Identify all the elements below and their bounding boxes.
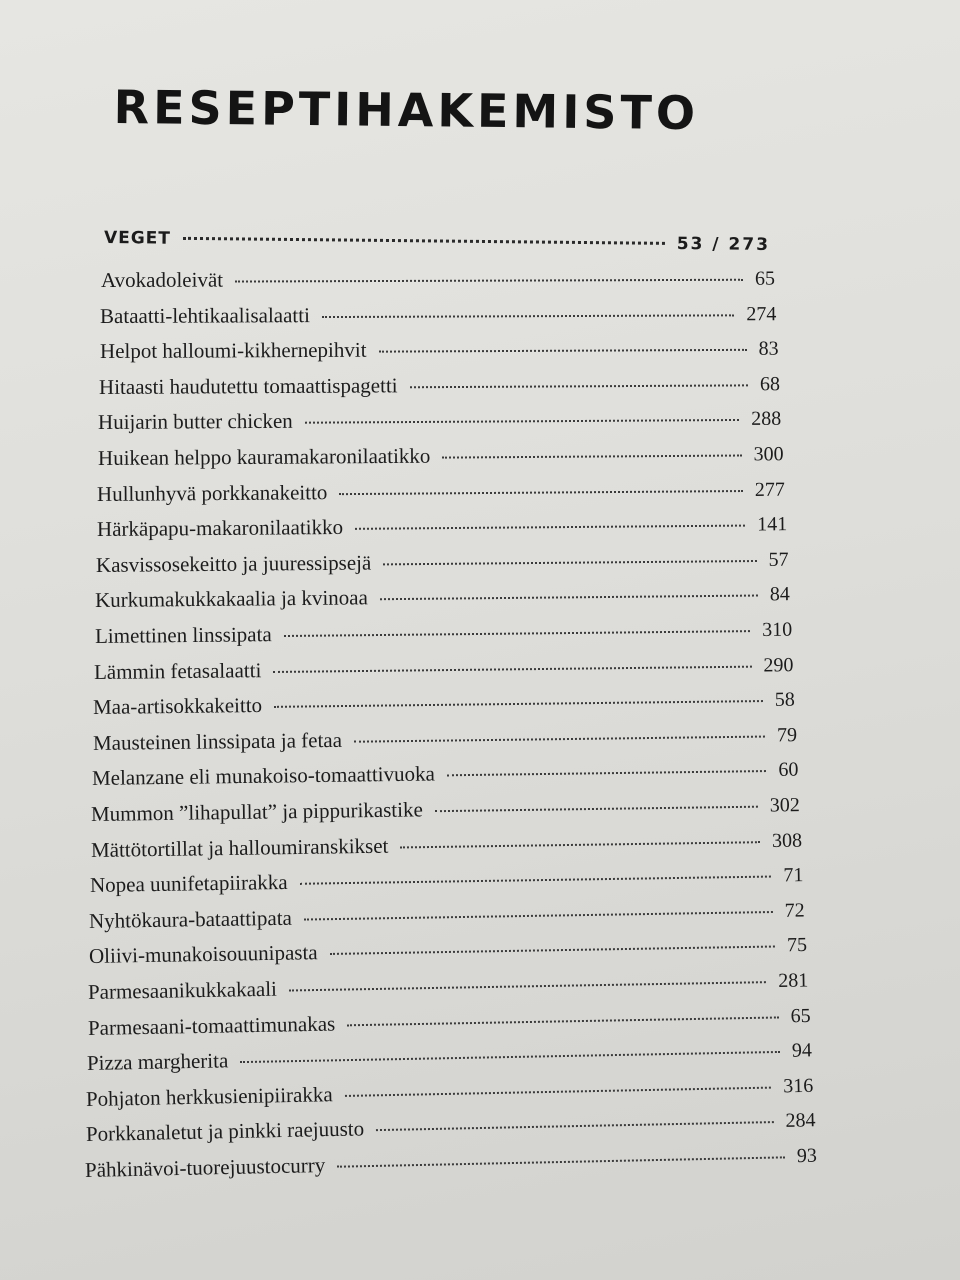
dot-leader (378, 349, 746, 353)
recipe-name: Mausteinen linssipata ja fetaa (92, 727, 342, 755)
page-number: 65 (754, 267, 776, 290)
recipe-name: Lämmin fetasalaatti (93, 657, 262, 684)
dot-leader (442, 455, 741, 459)
index-entry (95, 582, 790, 614)
recipe-name: Kurkumakukkakaalia ja kvinoaa (95, 585, 369, 613)
dot-leader (274, 700, 763, 708)
page-number: 281 (778, 969, 809, 992)
recipe-name: Pähkinävoi-tuorejuustocurry (84, 1152, 326, 1182)
page-number: 94 (791, 1039, 813, 1062)
dot-leader (347, 1016, 778, 1026)
dot-leader (410, 384, 748, 388)
dot-leader (380, 595, 758, 601)
page-number: 141 (756, 513, 787, 536)
recipe-name: Melanzane eli munakoiso-tomaattivuoka (91, 761, 436, 791)
index-entry (100, 336, 779, 364)
index-entry (101, 266, 775, 293)
index-entry (99, 371, 780, 400)
dot-leader (354, 735, 765, 742)
recipe-name: Parmesaanikukkakaali (87, 976, 278, 1004)
recipe-name: Härkäpapu-makaronilaatikko (96, 515, 343, 542)
page-number: 308 (771, 829, 802, 852)
dot-leader (355, 525, 745, 530)
dot-leader (300, 876, 772, 885)
dot-leader (240, 1051, 780, 1063)
page-number: 57 (768, 548, 789, 571)
index-entry (94, 652, 794, 685)
recipe-name: Hitaasti haudutettu tomaattispagetti (99, 373, 398, 399)
recipe-name: Mättötortillat ja halloumiranskikset (90, 833, 389, 862)
page-number: 75 (786, 934, 807, 957)
recipe-name: Nyhtökaura-bataattipata (89, 905, 293, 933)
page-number: 288 (751, 408, 782, 431)
index-entry (88, 967, 809, 1005)
dot-leader (322, 314, 734, 318)
index-entry (85, 1108, 815, 1148)
page-title: RESEPTIHAKEMISTO (113, 80, 700, 141)
section-pages: 53 / 273 (676, 233, 771, 255)
dot-leader (329, 946, 774, 955)
dot-leader (340, 490, 744, 495)
index-entry (85, 1143, 817, 1183)
index-entry (100, 301, 776, 329)
recipe-name: Nopea uunifetapiirakka (89, 870, 288, 898)
page-number: 83 (758, 337, 779, 360)
page-number: 68 (759, 372, 781, 396)
page-number: 284 (784, 1109, 816, 1133)
index-entry (97, 476, 785, 506)
dot-leader (435, 806, 758, 813)
index-entry (87, 1002, 810, 1040)
dot-leader (304, 911, 773, 921)
recipe-name: Oliivi-munakoisouunipasta (88, 940, 318, 969)
index-entry (93, 722, 797, 756)
page-number: 274 (746, 302, 777, 325)
page-number: 290 (763, 653, 794, 677)
recipe-name: Avokadoleivät (100, 267, 224, 292)
dot-leader (345, 1086, 772, 1096)
section-heading (104, 228, 770, 255)
recipe-name: Porkkanaletut ja pinkki raejuusto (85, 1116, 365, 1147)
index-entry (98, 406, 781, 435)
index-entry (91, 827, 802, 862)
index-entry (86, 1073, 814, 1112)
index-entry (96, 511, 786, 542)
index-entry (92, 757, 799, 791)
page-number: 60 (778, 759, 799, 782)
recipe-name: Mummon ”lihapullat” ja pippurikastike (91, 797, 424, 826)
dot-leader (383, 560, 756, 565)
index-entry (91, 792, 800, 827)
recipe-name: Pohjaton herkkusienipiirakka (86, 1081, 334, 1111)
dot-leader (447, 770, 767, 776)
recipe-name: Kasvissosekeitto ja juuressipsejä (95, 550, 372, 577)
dot-leader (183, 237, 665, 245)
index-entry (89, 897, 805, 933)
dot-leader (273, 665, 751, 672)
dot-leader (400, 841, 760, 848)
recipe-name: Limettinen linssipata (94, 622, 272, 648)
index-entry (87, 1038, 812, 1077)
recipe-name: Maa-artisokkakeitto (93, 693, 263, 720)
page-number: 93 (796, 1144, 818, 1168)
page-number: 72 (784, 899, 806, 922)
page-number: 79 (776, 723, 797, 747)
recipe-name: Huikean helppo kauramakaronilaatikko (97, 443, 431, 470)
recipe-name: Bataatti-lehtikaalisalaatti (100, 302, 311, 328)
dot-leader (283, 630, 749, 637)
dot-leader (376, 1121, 773, 1131)
recipe-name: Parmesaani-tomaattimunakas (87, 1011, 335, 1040)
page-number: 65 (789, 1004, 811, 1027)
index-entry (96, 547, 789, 578)
recipe-name: Helpot halloumi-kikhernepihvit (99, 337, 367, 364)
page-number: 316 (783, 1074, 814, 1098)
dot-leader (289, 981, 766, 991)
index-entry (89, 932, 807, 969)
page-number: 84 (769, 583, 791, 606)
recipe-name: Hullunhyvä porkkanakeitto (97, 479, 328, 506)
page-number: 277 (754, 478, 786, 501)
page-number: 302 (769, 794, 801, 817)
recipe-name: Huijarin butter chicken (98, 409, 294, 435)
page-number: 71 (783, 864, 804, 887)
section-label: VEGET (103, 228, 172, 249)
page-number: 310 (761, 618, 792, 642)
dot-leader (235, 279, 743, 283)
page-number: 300 (753, 443, 784, 466)
index-entry (94, 617, 791, 649)
dot-leader (337, 1156, 785, 1167)
dot-leader (305, 419, 740, 424)
index-entry (98, 441, 784, 471)
index-entry (90, 862, 804, 898)
page-number: 58 (774, 688, 796, 712)
recipe-name: Pizza margherita (86, 1048, 229, 1076)
index-entry (93, 687, 795, 720)
